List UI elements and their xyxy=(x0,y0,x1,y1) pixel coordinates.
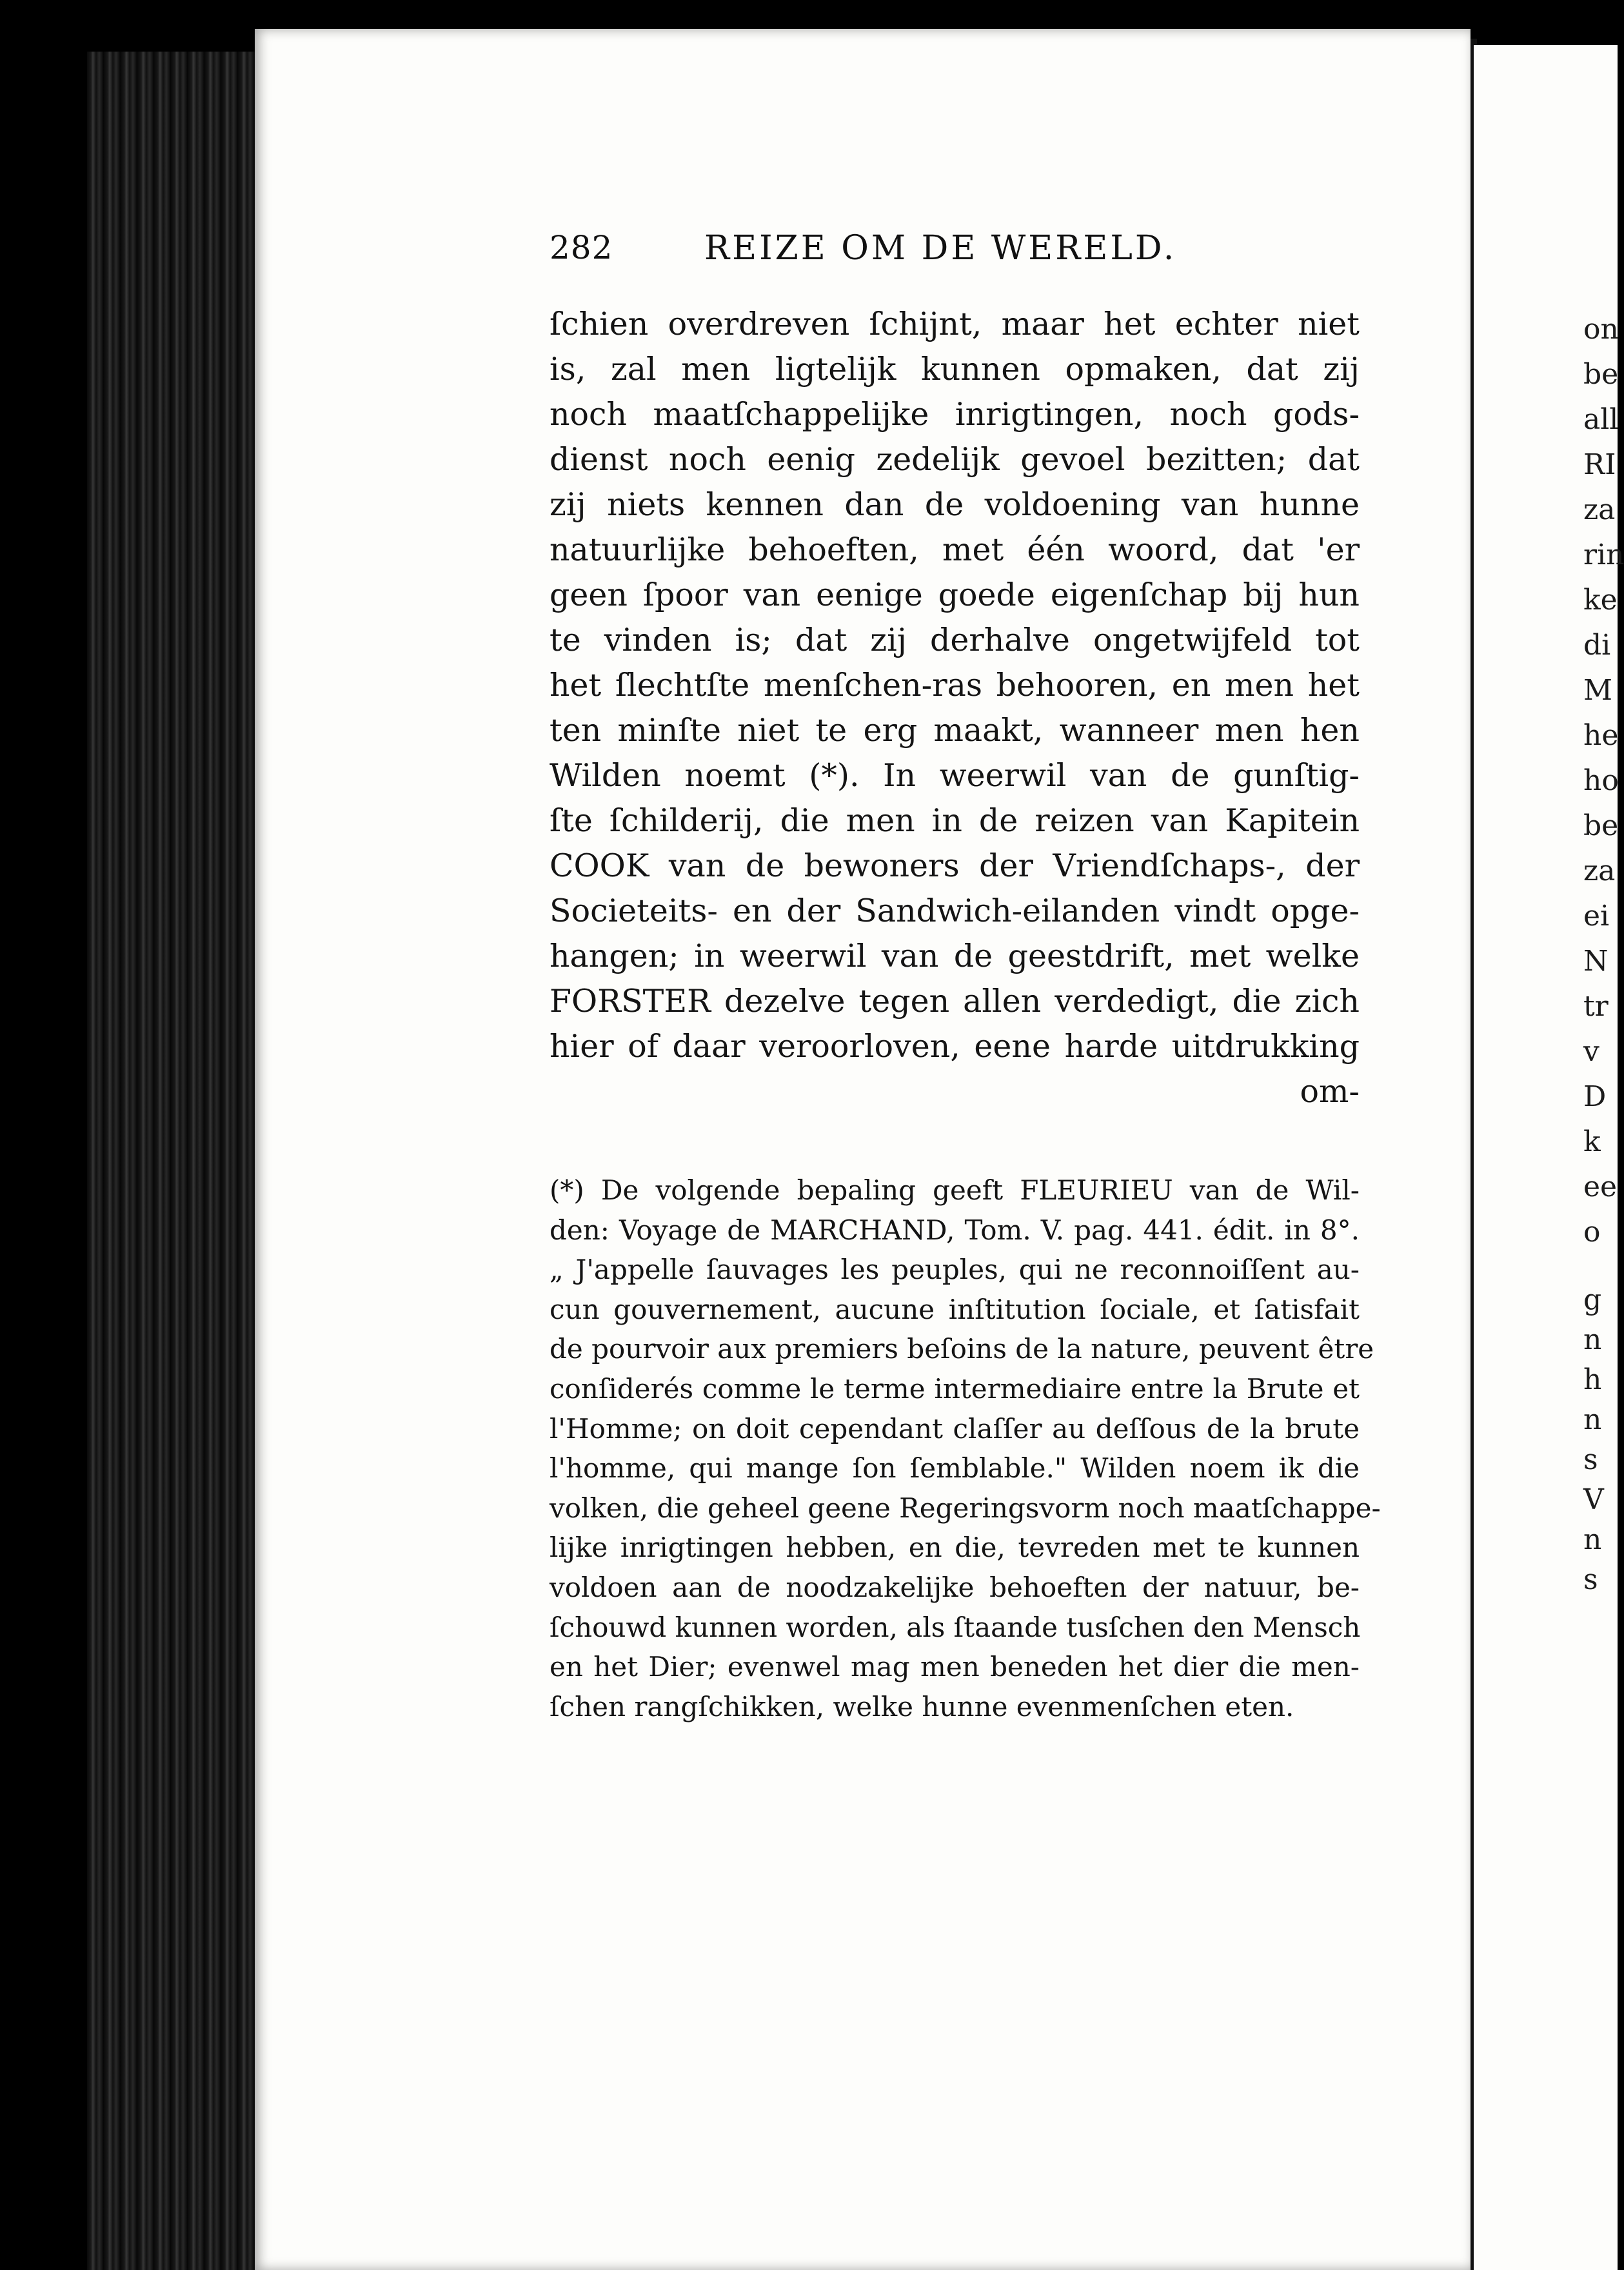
footnote-line: l'Homme; on doit cependant claſſer au deſſous de la brute xyxy=(550,1412,1360,1445)
footnote-line: en het Dier; evenwel mag men beneden het dier die men- xyxy=(550,1651,1360,1683)
footnote-line: l'homme, qui mange ſon ſemblable." Wilden noem ik die xyxy=(550,1452,1360,1485)
adjacent-page-fragment: s xyxy=(1583,1443,1598,1476)
adjacent-page-fragment: RI xyxy=(1583,448,1616,481)
adjacent-page-fragment: za xyxy=(1583,493,1616,526)
footnote-line: „ J'appelle ſauvages les peuples, qui ne reconnoiſſent au- xyxy=(550,1254,1360,1286)
adjacent-page-fragment: ke xyxy=(1583,584,1618,617)
footnote-line: cun gouvernement, aucune inſtitution ſociale, et ſatisfait xyxy=(550,1293,1360,1325)
adjacent-page-fragment: V xyxy=(1583,1483,1604,1516)
adjacent-page-fragment: n xyxy=(1583,1523,1602,1556)
text-line: Societeits- en der Sandwich-eilanden vindt opge- xyxy=(550,893,1360,929)
main-text-block xyxy=(550,302,1360,1114)
text-line: noch maatſchappelijke inrigtingen, noch gods- xyxy=(550,396,1360,433)
adjacent-page-fragment: h xyxy=(1583,1363,1602,1396)
adjacent-page-fragment: s xyxy=(1583,1563,1598,1596)
adjacent-page-fragment: M xyxy=(1583,674,1613,707)
text-line: dienst noch eenig zedelijk gevoel bezitten; dat xyxy=(550,441,1360,478)
adjacent-page-fragment: he xyxy=(1583,719,1619,752)
footnote-line: de pourvoir aux premiers beſoins de la nature, peuvent être xyxy=(550,1333,1374,1365)
page-number: 282 xyxy=(550,229,613,266)
adjacent-page-fragment: tr xyxy=(1583,990,1609,1023)
adjacent-page-fragment: rin xyxy=(1583,538,1624,571)
text-line: hangen; in weerwil van de geestdrift, met welke xyxy=(550,938,1360,974)
footnote-line: ſchouwd kunnen worden, als ſtaande tusſchen den Mensch xyxy=(550,1611,1361,1643)
catchword: om- xyxy=(1300,1073,1360,1110)
adjacent-page-fragment: all xyxy=(1583,403,1619,436)
text-line: zij niets kennen dan de voldoening van hunne xyxy=(550,486,1360,523)
footnote-line: lijke inrigtingen hebben, en die, tevreden met te kunnen xyxy=(550,1532,1360,1564)
adjacent-page-fragment: on xyxy=(1583,313,1619,346)
adjacent-page-fragment: ho xyxy=(1583,764,1619,797)
adjacent-page-fragment: k xyxy=(1583,1125,1601,1158)
adjacent-page-fragment: za xyxy=(1583,854,1616,887)
text-line: ſte ſchilderij, die men in de reizen van Kapitein xyxy=(550,802,1360,839)
adjacent-page-fragment: N xyxy=(1583,945,1609,978)
footnote-line: conſiderés comme le terme intermediaire entre la Brute et xyxy=(550,1372,1360,1405)
text-line: geen ſpoor van eenige goede eigenſchap bij hun xyxy=(550,577,1360,613)
footnote-line: voldoen aan de noodzakelijke behoeften der natuur, be- xyxy=(550,1571,1360,1603)
book-fore-edge xyxy=(87,52,261,2270)
running-head: REIZE OM DE WERELD. xyxy=(704,229,1177,268)
text-line: natuurlijke behoeften, met één woord, dat 'er xyxy=(550,531,1360,568)
footnote xyxy=(550,1170,1381,1726)
adjacent-page-fragment: v xyxy=(1583,1035,1599,1068)
adjacent-page-fragment: be xyxy=(1583,809,1619,842)
footnote-line: ſchen rangſchikken, welke hunne evenmenſchen eten. xyxy=(550,1690,1294,1722)
page-header xyxy=(550,229,1214,274)
adjacent-page-fragment: ee xyxy=(1583,1170,1618,1203)
text-line: is, zal men ligtelijk kunnen opmaken, dat zij xyxy=(550,351,1360,388)
text-line: ten minſte niet te erg maakt, wanneer men hen xyxy=(550,712,1360,749)
adjacent-page-fragment: ei xyxy=(1583,900,1610,933)
text-line: ſchien overdreven ſchijnt, maar het echter niet xyxy=(550,306,1360,342)
text-line: te vinden is; dat zij derhalve ongetwijfeld tot xyxy=(550,622,1360,658)
adjacent-page-fragment: g xyxy=(1583,1283,1602,1316)
text-line: Wilden noemt (*). In weerwil van de gunſtig- xyxy=(550,757,1360,794)
footnote-line: den: Voyage de MARCHAND, Tom. V. pag. 441. édit. in 8°. xyxy=(550,1214,1360,1246)
adjacent-page-fragment: D xyxy=(1583,1080,1607,1113)
footnote-line: (*) De volgende bepaling geeft FLEURIEU van de Wil- xyxy=(550,1174,1360,1206)
adjacent-page-fragment: o xyxy=(1583,1216,1601,1248)
text-line: het ſlechtſte menſchen-ras behooren, en men het xyxy=(550,667,1360,704)
text-line: COOK van de bewoners der Vriendſchaps-, der xyxy=(550,847,1360,884)
adjacent-page-fragment: di xyxy=(1583,629,1611,662)
text-line: FORSTER dezelve tegen allen verdedigt, die zich xyxy=(550,983,1360,1020)
adjacent-page-fragment: n xyxy=(1583,1323,1602,1356)
footnote-line: volken, die geheel geene Regeringsvorm noch maatſchappe- xyxy=(550,1492,1381,1524)
adjacent-page-fragment: be xyxy=(1583,358,1619,391)
adjacent-page-fragment: n xyxy=(1583,1403,1602,1436)
text-line: hier of daar veroorloven, eene harde uitdrukking xyxy=(550,1028,1360,1065)
